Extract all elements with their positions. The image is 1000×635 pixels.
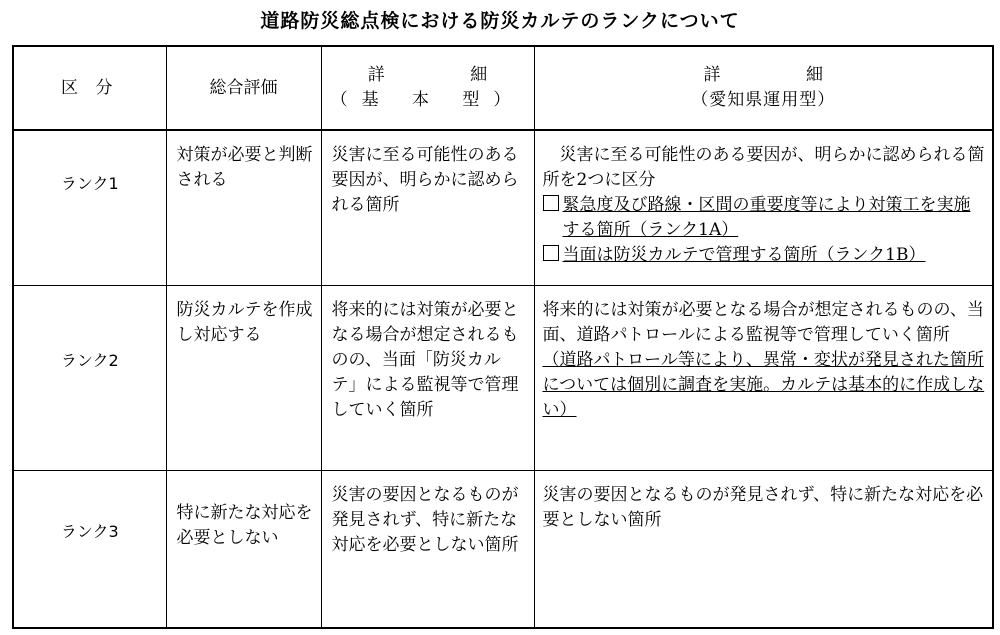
header-aichi-subtitle: （愛知県運用型） bbox=[691, 90, 836, 110]
header-evaluation bbox=[166, 46, 321, 130]
aichi-item bbox=[543, 243, 987, 268]
header-category-label: 区 分 bbox=[61, 77, 119, 98]
header-row bbox=[13, 46, 993, 130]
rank-table bbox=[12, 45, 994, 629]
rank-label: ランク1 bbox=[13, 130, 166, 285]
header-category bbox=[13, 46, 166, 130]
rank-label: ランク3 bbox=[13, 470, 166, 628]
evaluation-cell: 特に新たな対応を必要としない bbox=[166, 470, 321, 628]
rank-label: ランク2 bbox=[13, 285, 166, 470]
aichi-detail-cell bbox=[534, 285, 993, 470]
table-row bbox=[13, 285, 993, 470]
aichi-detail-cell: 災害の要因となるものが発見されず、特に新たな対応を必要としない箇所 bbox=[534, 470, 993, 628]
evaluation-cell: 防災カルテを作成し対応する bbox=[166, 285, 321, 470]
aichi-item bbox=[543, 193, 987, 243]
aichi-item-text: 当面は防災カルテで管理する箇所（ランク1B） bbox=[562, 245, 926, 265]
header-evaluation-label: 総合評価 bbox=[209, 77, 278, 98]
checkbox-square-icon bbox=[543, 245, 559, 261]
basic-detail-cell: 将来的には対策が必要となる場合が想定されるものの、当面「防災カルテ」による監視等で管理していく箇所 bbox=[321, 285, 534, 470]
header-aichi-title: 詳 細 bbox=[703, 65, 863, 85]
checkbox-square-icon bbox=[543, 195, 559, 211]
basic-detail-cell: 災害に至る可能性のある要因が、明らかに認められる箇所 bbox=[321, 130, 534, 285]
header-aichi bbox=[534, 46, 993, 130]
header-basic-title: 詳 細 bbox=[367, 65, 528, 85]
aichi-note: （道路パトロール等により、異常・変状が発見された箇所については個別に調査を実施。カルテは基本的に作成しない） bbox=[542, 349, 985, 420]
table-row bbox=[13, 130, 993, 285]
header-basic-subtitle: （基 本 型） bbox=[330, 90, 525, 110]
aichi-intro: 将来的には対策が必要となる場合が想定されるものの、当面、道路パトロールによる監視等で管理していく箇所 bbox=[542, 299, 984, 345]
aichi-intro: 災害に至る可能性のある要因が、明らかに認められる箇所を2つに区分 bbox=[542, 145, 985, 190]
header-basic bbox=[321, 46, 534, 130]
evaluation-cell: 対策が必要と判断される bbox=[166, 130, 321, 285]
basic-detail-cell: 災害の要因となるものが発見されず、特に新たな対応を必要としない箇所 bbox=[321, 470, 534, 628]
table-row bbox=[13, 470, 993, 628]
aichi-detail-cell bbox=[534, 130, 993, 285]
aichi-item-text: 緊急度及び路線・区間の重要度等により対策工を実施する箇所（ランク1A） bbox=[562, 195, 971, 240]
page-title: 道路防災総点検における防災カルテのランクについて bbox=[260, 10, 740, 32]
